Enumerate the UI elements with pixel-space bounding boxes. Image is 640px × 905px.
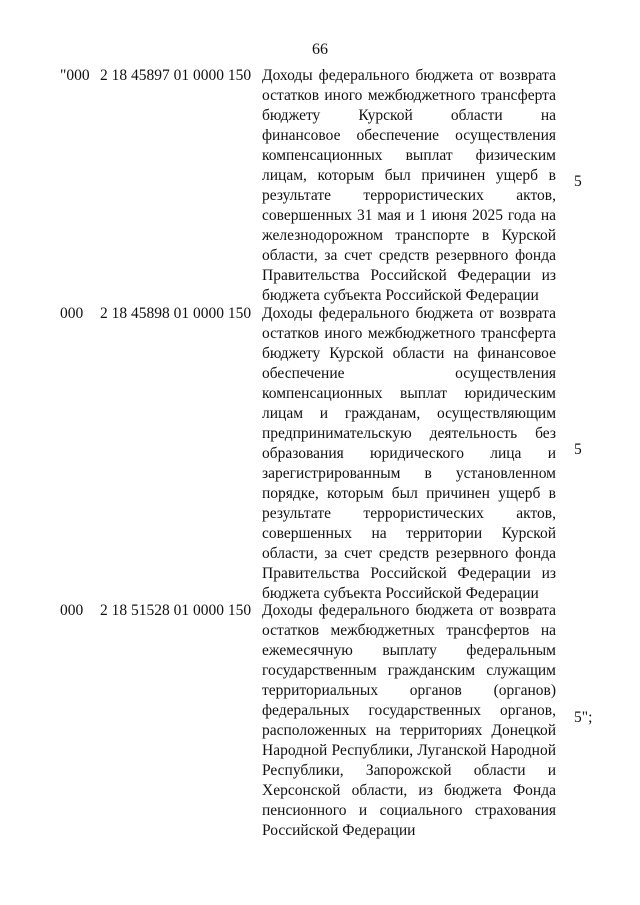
description-line: совершенных 31 мая и 1 июня 2025 года на <box>262 207 556 224</box>
description-line: бюджету Курской области на <box>262 107 556 124</box>
description-line: остатков иного межбюджетного трансферта <box>262 325 556 342</box>
description-line: результате террористических актов, <box>262 505 556 522</box>
description-line: железнодорожном транспорте в Курской <box>262 227 556 244</box>
description-line: предпринимательскую деятельность без <box>262 425 556 442</box>
description-line: бюджета субъекта Российской Федерации <box>262 585 539 602</box>
description-line: остатков иного межбюджетного трансферта <box>262 87 556 104</box>
income-description <box>262 66 556 306</box>
description-line: зарегистрированным в установленном <box>262 465 556 482</box>
description-line: Доходы федерального бюджета от возврата <box>262 602 556 619</box>
description-line: Правительства Российской Федерации из <box>262 267 556 284</box>
distribution-norm: 5"; <box>574 709 593 726</box>
description-line: совершенных на территории Курской <box>262 525 556 542</box>
description-line: ежемесячную выплату федеральным <box>262 642 556 659</box>
budget-classification-code: 2 18 45897 01 0000 150 <box>100 67 252 84</box>
budget-classification-code: 2 18 45898 01 0000 150 <box>100 305 252 322</box>
description-line: бюджету Курской области на финансовое <box>262 345 556 362</box>
description-line: Доходы федерального бюджета от возврата <box>262 67 556 84</box>
admin-code: "000 <box>60 67 90 84</box>
description-line: пенсионного и социального страхования <box>262 802 556 819</box>
income-description <box>262 304 556 604</box>
description-line: лицам и гражданам, осуществляющим <box>262 405 556 422</box>
description-line: Херсонской области, из бюджета Фонда <box>262 782 556 799</box>
admin-code: 000 <box>60 305 84 322</box>
description-line: финансовое обеспечение осуществления <box>262 127 556 144</box>
income-description <box>262 601 556 841</box>
description-line: Российской Федерации <box>262 822 416 839</box>
description-line: образования юридического лица и <box>262 445 556 462</box>
description-line: компенсационных выплат юридическим <box>262 385 556 402</box>
description-line: расположенных на территориях Донецкой <box>262 722 556 739</box>
description-line: Правительства Российской Федерации из <box>262 565 556 582</box>
description-line: Народной Республики, Луганской Народной <box>262 742 556 759</box>
page-number: 66 <box>312 41 328 58</box>
budget-classification-code: 2 18 51528 01 0000 150 <box>100 602 252 619</box>
distribution-norm: 5 <box>574 173 582 190</box>
description-line: остатков межбюджетных трансфертов на <box>262 622 556 639</box>
description-line: Республики, Запорожской области и <box>262 762 556 779</box>
description-line: обеспечение осуществления <box>262 365 556 382</box>
description-line: территориальных органов (органов) <box>262 682 556 699</box>
description-line: государственным гражданским служащим <box>262 662 556 679</box>
description-line: области, за счет средств резервного фонда <box>262 247 556 264</box>
description-line: Доходы федерального бюджета от возврата <box>262 305 556 322</box>
description-line: федеральных государственных органов, <box>262 702 556 719</box>
description-line: результате террористических актов, <box>262 187 556 204</box>
distribution-norm: 5 <box>574 441 582 458</box>
description-line: компенсационных выплат физическим <box>262 147 556 164</box>
description-line: бюджета субъекта Российской Федерации <box>262 287 539 304</box>
admin-code: 000 <box>60 602 84 619</box>
description-line: области, за счет средств резервного фонда <box>262 545 556 562</box>
description-line: лицам, которым был причинен ущерб в <box>262 167 556 184</box>
description-line: порядке, которым был причинен ущерб в <box>262 485 556 502</box>
